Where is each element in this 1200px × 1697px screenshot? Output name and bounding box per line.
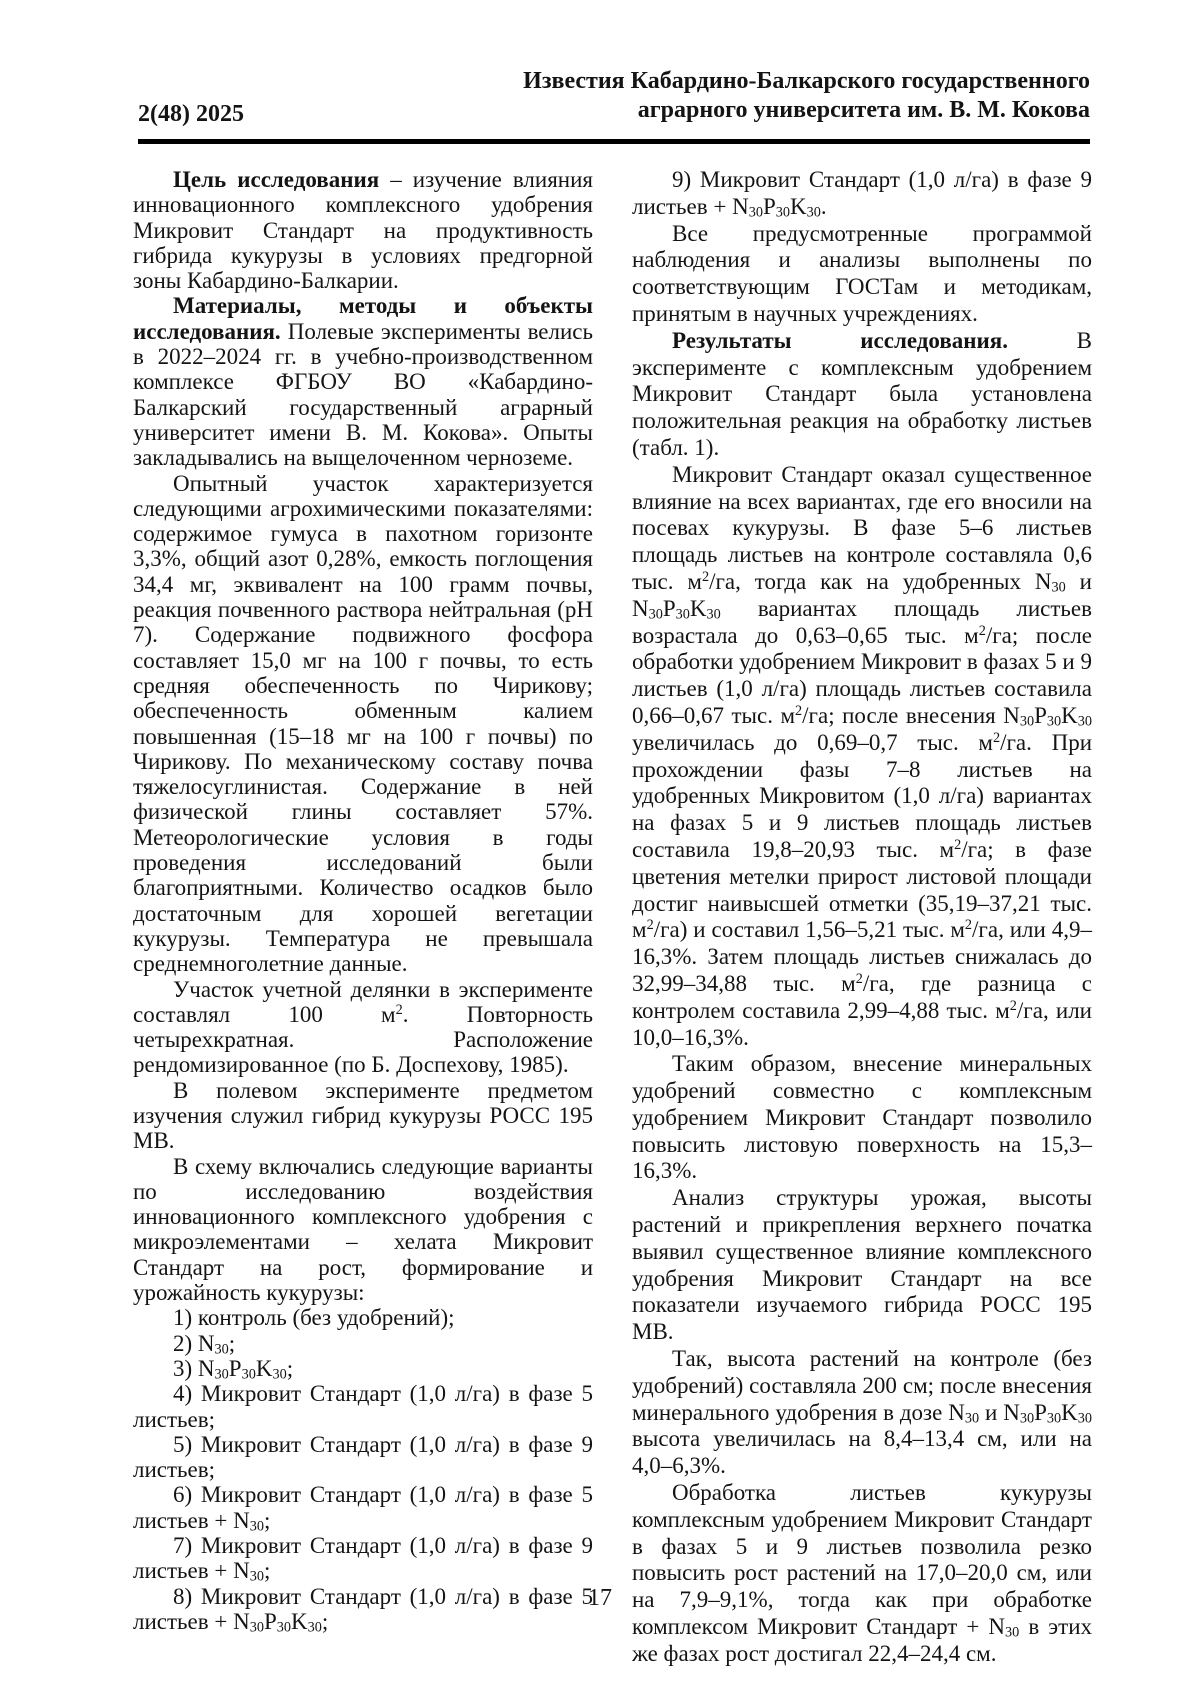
paragraph: Обработка листьев кукурузы комплексным удобрением Микровит Стандарт в фазах 5 и 9 листьев позволила резко повысить рост растений на 17,0–20,0 см, или на 7,9–9,1%, тогда как при обработке комплексом Микровит Стандарт + $N_{30}$ в этих же фазах рост достигал 22,4–24,4 см. xyxy=(632,1480,1092,1666)
column-left xyxy=(133,167,593,1668)
journal-title-line1: Известия Кабардино-Балкарского государственного xyxy=(523,68,1090,94)
paragraph: 5) Микровит Стандарт (1,0 л/га) в фазе 9 листьев; xyxy=(133,1431,593,1483)
paragraph: 7) Микровит Стандарт (1,0 л/га) в фазе 9 листьев + $N_{30}$; xyxy=(133,1533,593,1585)
header-rule xyxy=(138,139,1090,144)
paragraph: 8) Микровит Стандарт (1,0 л/га) в фазе 5 листьев + $N_{30}P_{30}K_{30}$; xyxy=(133,1583,593,1636)
paragraph: В схему включались следующие варианты по исследованию воздействия инновационного комплексного удобрения с микроэлементами – хелата Микровит Стандарт на рост, формирование и урожайность кукурузы: xyxy=(133,1153,593,1306)
paragraph: Опытный участок характеризуется следующими агрохимическими показателями: содержимое гумуса в пахотном горизонте 3,3%, общий азот 0,28%, емкость поглощения 34,4 мг, эквивалент на 100 грамм почвы, реакция почвенного раствора нейтральная (рН 7). Содержание подвижного фосфора составляет 15,0 мг на 100 г почвы, то есть средняя обеспеченность по Чирикову; обеспеченность обменным калием повышенная (15–18 мг на 100 г почвы) по Чирикову. По механическому составу почва тяжелосуглинистая. Содержание в ней физической глины составляет 57%. Метеорологические условия в годы проведения исследований были благоприятными. Количество осадков было достаточным для хорошей вегетации кукурузы. Температура не превышала среднемноголетние данные. xyxy=(133,470,593,977)
paragraph: 6) Микровит Стандарт (1,0 л/га) в фазе 5 листьев + $N_{30}$; xyxy=(133,1482,593,1535)
paragraph: 2) $N_{30}$; xyxy=(173,1330,236,1358)
journal-title xyxy=(523,67,1090,125)
paragraph: Цель исследования – изучение влияния инновационного комплексного удобрения Микровит Стандарт на продуктивность гибрида кукурузы в условиях предгорной зоны Кабардино-Балкарии. xyxy=(133,167,593,294)
issue-number: 2(48) 2025 xyxy=(138,101,244,127)
journal-title-line2: аграрного университета им. В. М. Кокова xyxy=(637,97,1090,123)
column-right xyxy=(632,167,1092,1668)
paragraph: Результаты исследования. В эксперименте с комплексным удобрением Микровит Стандарт была установлена положительная реакция на обработку листьев (табл. 1). xyxy=(632,327,1093,460)
paragraph: 4) Микровит Стандарт (1,0 л/га) в фазе 5 листьев; xyxy=(133,1381,593,1432)
page-number: 17 xyxy=(588,1585,612,1611)
article-body xyxy=(133,167,1092,1668)
paragraph: В полевом эксперименте предметом изучения служил гибрид кукурузы РОСС 195 МВ. xyxy=(133,1077,593,1154)
paragraph: Участок учетной делянки в эксперименте составлял 100 $м^2$. Повторность четырехкратная. Расположение рендомизированное (по Б. Доспехову, 1985). xyxy=(133,976,593,1078)
paragraph: 1) контроль (без удобрений); xyxy=(173,1305,455,1331)
paragraph: Так, высота растений на контроле (без удобрений) составляла 200 см; после внесения минерального удобрения в дозе $N_{30}$ и $N_{30}P_{30}K_{30}$ высота увеличилась на 8,4–13,4 см, или на 4,0–6,3%. xyxy=(632,1346,1092,1479)
paragraph: Таким образом, внесение минеральных удобрений совместно с комплексным удобрением Микровит Стандарт позволило повысить листовую поверхность на 15,3–16,3%. xyxy=(632,1051,1092,1184)
paragraph: 3) $N_{30}P_{30}K_{30}$; xyxy=(173,1355,294,1383)
paragraph: Материалы, методы и объекты исследования. Полевые эксперименты велись в 2022–2024 гг. в учебно-производственном комплексе ФГБОУ ВО «Кабардино-Балкарский государственный аграрный университет имени В. М. Кокова». Опыты закладывались на выщелоченном черноземе. xyxy=(133,293,593,471)
paragraph: Все предусмотренные программой наблюдения и анализы выполнены по соответствующим ГОСТам и методикам, принятым в научных учреждениях. xyxy=(632,220,1092,326)
paragraph: Микровит Стандарт оказал существенное влияние на всех вариантах, где его вносили на посевах кукурузы. В фазе 5–6 листьев площадь листьев на контроле составляла 0,6 тыс. $м^2/га$, тогда как на удобренных $N_{30}$ и $N_{30}P_{30}K_{30}$ вариантах площадь листьев возрастала до 0,63–0,65 тыс. $м^2/га$; после обработки удобрением Микровит в фазах 5 и 9 листьев (1,0 л/га) площадь листьев составила 0,66–0,67 тыс. $м^2/га$; после внесения $N_{30}P_{30}K_{30}$ увеличилась до 0,69–0,7 тыс. $м^2/га$. При прохождении фазы 7–8 листьев на удобренных Микровитом (1,0 л/га) вариантах на фазах 5 и 9 листьев площадь листьев составила 19,8–20,93 тыс. $м^2/га$; в фазе цветения метелки прирост листовой площади достиг наивысшей отметки (35,19–37,21 тыс. $м^2/га$) и составил 1,56–5,21 тыс. $м^2/га$, или 4,9–16,3%. Затем площадь листьев снижалась до 32,99–34,88 тыс. $м^2/га$, где разница с контролем составила 2,99–4,88 тыс. $м^2/га$, или 10,0–16,3%. xyxy=(632,461,1093,1050)
paragraph: Анализ структуры урожая, высоты растений и прикрепления верхнего початка выявил существенное влияние комплексного удобрения Микровит Стандарт на все показатели изучаемого гибрида РОСС 195 МВ. xyxy=(632,1185,1092,1345)
paragraph: 9) Микровит Стандарт (1,0 л/га) в фазе 9 листьев + $N_{30}P_{30}K_{30}$. xyxy=(632,167,1092,221)
